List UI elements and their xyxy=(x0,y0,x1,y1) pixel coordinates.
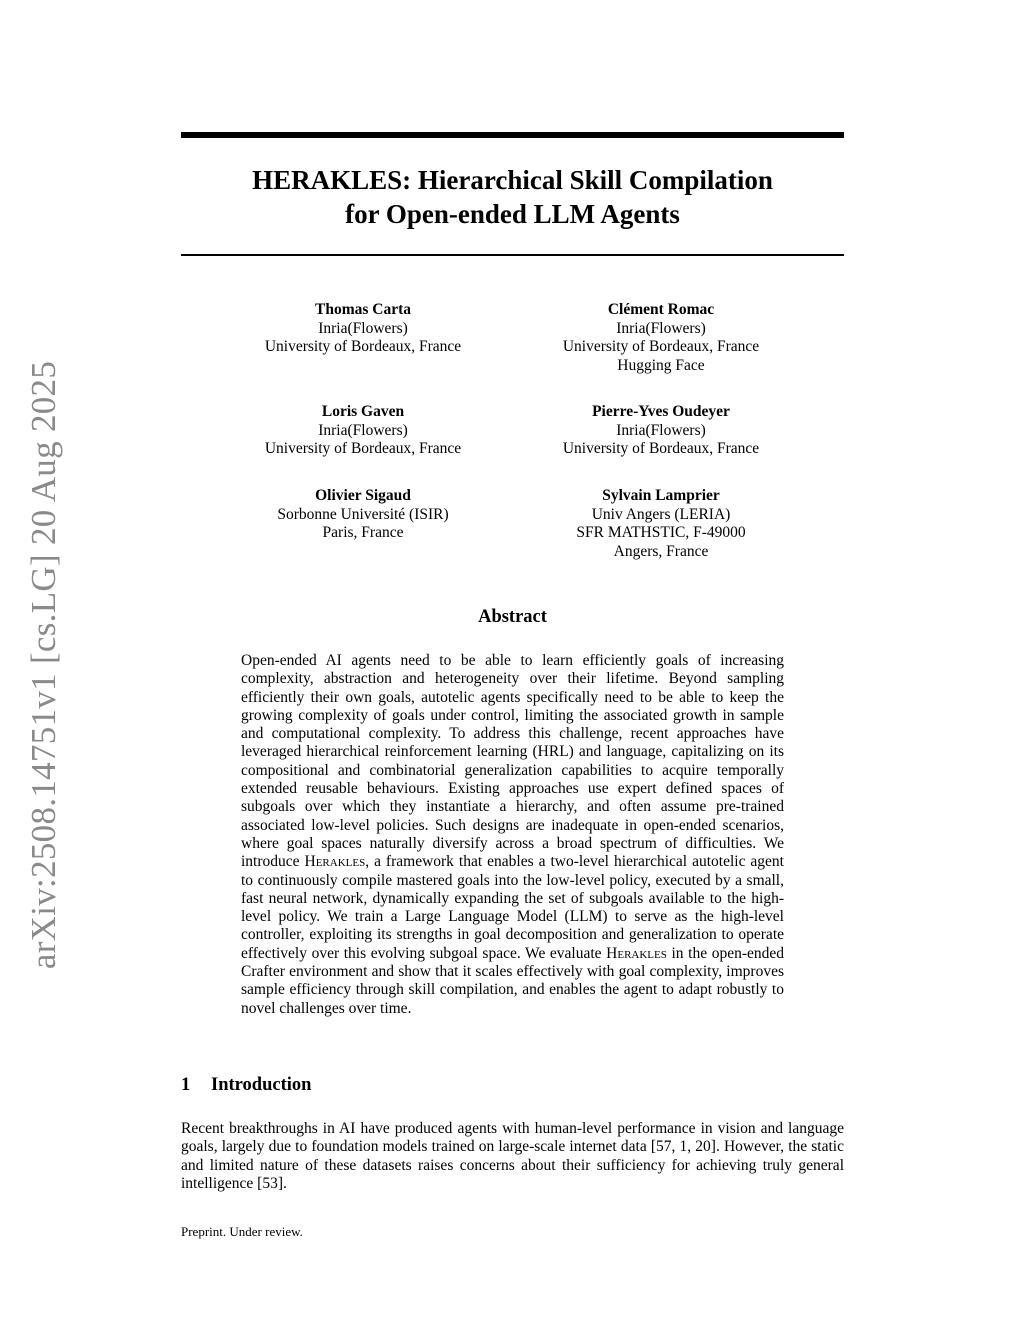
footer-note: Preprint. Under review. xyxy=(181,1224,303,1239)
author-name: Pierre-Yves Oudeyer xyxy=(592,403,730,420)
author-block xyxy=(213,487,513,543)
author-name: Olivier Sigaud xyxy=(315,487,411,504)
author-affiliation: University of Bordeaux, France xyxy=(562,338,760,355)
author-name: Sylvain Lamprier xyxy=(602,487,720,504)
introduction-paragraph: Recent breakthroughs in AI have produced agents with human-level performance in vision and language goals, largely due to foundation models trained on large-scale internet data [57, 1, 20]. However, the static and limited nature of these datasets raises concerns about their sufficiency for achieving truly general intelligence [53]. xyxy=(181,1120,844,1192)
paper-title xyxy=(181,163,844,231)
author-affiliation: University of Bordeaux, France xyxy=(264,338,462,355)
author-affiliation: Paris, France xyxy=(322,524,404,541)
author-block xyxy=(511,301,811,375)
author-name: Thomas Carta xyxy=(314,301,411,318)
abstract-text-part: in the open-ended Crafter environment and show that it scales effectively with goal complexity, improves sample efficiency through skill compilation, and enables the agent to adapt robustly to novel challenges over time. xyxy=(241,944,784,1017)
section-heading-introduction xyxy=(181,1075,311,1096)
title-top-rule xyxy=(181,132,844,138)
title-bottom-rule xyxy=(181,254,844,256)
author-affiliation: Hugging Face xyxy=(617,356,705,374)
section-number: 1 xyxy=(181,1075,191,1095)
author-affiliation: Angers, France xyxy=(613,542,709,560)
author-affiliation: Univ Angers (LERIA) xyxy=(591,505,731,523)
title-line-1: HERAKLES: Hierarchical Skill Compilation xyxy=(252,165,773,195)
author-affiliation: University of Bordeaux, France xyxy=(562,440,760,457)
author-block xyxy=(213,301,513,357)
title-line-2: for Open-ended LLM Agents xyxy=(345,199,680,229)
author-affiliation: Inria(Flowers) xyxy=(318,319,408,337)
author-block xyxy=(511,403,811,459)
arxiv-identifier: arXiv:2508.14751v1 [cs.LG] 20 Aug 2025 xyxy=(24,360,63,970)
abstract-heading: Abstract xyxy=(478,607,547,627)
section-title: Introduction xyxy=(211,1075,312,1095)
abstract-text-part: Open-ended AI agents need to be able to learn efficiently goals of increasing complexity, abstraction and heterogeneity over their lifetime. Beyond sampling efficiently their own goals, autotelic agents specifically need to be able to keep the growing complexity of goals under control, limiting the associated growth in sample and computational complexity. To address this challenge, recent approaches have leveraged hierarchical reinforcement learning (HRL) and language, capitalizing on its compositional and combinatorial generalization capabilities to acquire temporally extended reusable behaviours. Existing approaches use expert defined spaces of subgoals over which they instantiate a hierarchy, and often assume pre-trained associated low-level policies. Such designs are inadequate in open-ended scenarios, where goal spaces naturally diversify across a broad spectrum of difficulties. We introduce xyxy=(241,652,784,871)
author-block xyxy=(511,487,811,561)
author-affiliation: University of Bordeaux, France xyxy=(264,440,462,457)
abstract-text xyxy=(241,652,784,1018)
author-affiliation: SFR MATHSTIC, F-49000 xyxy=(576,524,746,541)
author-name: Clément Romac xyxy=(607,301,715,318)
author-block xyxy=(213,403,513,459)
abstract-text-part: , a framework that enables a two-level hierarchical autotelic agent to continuously compile mastered goals into the low-level policy, executed by a small, fast neural network, dynamically expanding the set of subgoals available to the high-level policy. We train a Large Language Model (LLM) to serve as the high-level controller, exploiting its strengths in goal decomposition and generalization to operate effectively over this evolving subgoal space. We evaluate xyxy=(241,853,784,962)
framework-name: Herakles xyxy=(304,853,366,871)
author-affiliation: Sorbonne Université (ISIR) xyxy=(277,505,449,523)
author-name: Loris Gaven xyxy=(321,403,405,420)
author-affiliation: Inria(Flowers) xyxy=(616,319,706,337)
author-affiliation: Inria(Flowers) xyxy=(318,421,408,439)
author-affiliation: Inria(Flowers) xyxy=(616,421,706,439)
framework-name: Herakles xyxy=(606,944,667,962)
